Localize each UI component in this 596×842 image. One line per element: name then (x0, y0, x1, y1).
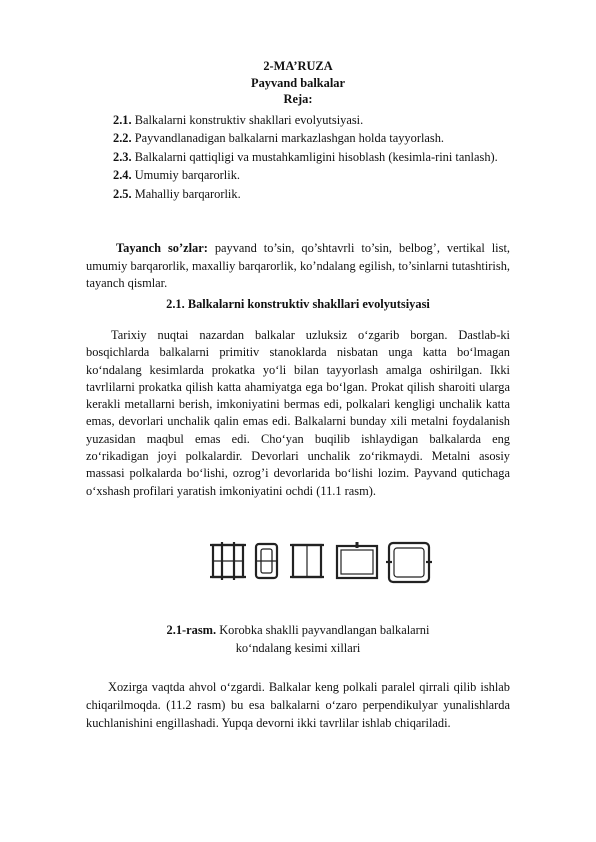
plan-item (113, 166, 498, 184)
plan-item (113, 111, 498, 129)
plan-item (113, 129, 498, 147)
box-profile-5 (386, 543, 432, 582)
caption-line-2: ko‘ndalang kesimi xillari (235, 641, 361, 655)
section-title: 2.1. Balkalarni konstruktiv shakllari evolyutsiyasi (166, 297, 430, 311)
box-section-figure (210, 540, 440, 586)
box-profile-1 (210, 542, 246, 580)
plan-item-text: Balkalarni qattiqligi va mustahkamligini hisoblash (kesimla-rini tanlash). (131, 149, 498, 164)
box-profile-2 (256, 544, 277, 578)
figure-caption (0, 621, 596, 657)
plan-item-text: Balkalarni konstruktiv shakllari evolyutsiyasi. (131, 113, 364, 127)
plan-list (113, 111, 498, 203)
plan-item (113, 148, 498, 166)
plan-item-number: 2.3. (113, 149, 132, 164)
caption-label: 2.1-rasm. (166, 623, 217, 637)
box-profile-4 (337, 542, 377, 578)
plan-item-text: Payvandlanadigan balkalarni markazlashgan holda tayyorlash. (131, 131, 445, 146)
plan-label: Reja: (283, 92, 313, 106)
lecture-number: 2-MA’RUZA (263, 59, 333, 73)
plan-item-text: Mahalliy barqarorlik. (131, 186, 241, 201)
plan-item-text: Umumiy barqarorlik. (131, 168, 240, 183)
plan-item-number: 2.4. (113, 168, 132, 183)
document-header (0, 58, 596, 108)
body-paragraph: Xozirga vaqtda ahvol o‘zgardi. Balkalar keng polkali paralel qirrali qilib ishlab chiqarilmoqda. (11.2 rasm) bu esa balkalarni o‘zaro perpendikulyar yunalishlarda kuchlanishini engillashadi. Yupqa devorni ikki tavrlilar ishlab chiqariladi. (86, 680, 510, 730)
keywords-paragraph (86, 240, 510, 293)
caption-line-1 (0, 621, 596, 639)
box-profile-3 (290, 545, 324, 577)
keywords-label: Tayanch so’zlar: (116, 241, 208, 255)
lecture-topic: Payvand balkalar (251, 75, 345, 90)
plan-item-number: 2.5. (113, 186, 132, 201)
body-paragraph: Tarixiy nuqtai nazardan balkalar uzluksiz o‘zgarib borgan. Dastlab-ki bosqichlarda balkalarni primitiv stanoklarda nisbatan unga katta bo‘lmagan ko‘ndalang kesimlarda prokatka yo‘li bilan tayyorlash amalga oshirilgan. Ikki tavrlilarni prokatka qilish katta ahamiyatga ega bo‘lgan. Prokat qilish sharoiti ularga kerakli metallarni berish, imkoniyatini bermas edi, polkalari kengligi unchalik katta emas, devorlari unchalik qalin emas edi. Balkalarni bunday xili metalni foydalanish yuzasidan maqbul emas edi. Cho‘yan buqilib ishlaydigan balkalarda eng zo‘rikadigan joyi polkalardir. Devorlari unchalik zo‘rikmaydi. Metalni asosiy massasi polkalarda bo‘lishi, ozrog’i devorlarida bo‘lishi lozim. Payvand qutichaga o‘xshash profilari yaratish imkoniyatini ochdi (11.1 rasm). (86, 328, 510, 498)
plan-item-number: 2.1. (113, 113, 132, 127)
plan-item-number: 2.2. (113, 131, 132, 146)
keywords-text: payvand to’sin, qo’shtavrli to’sin, belbog’, vertikal list, umumiy barqarorlik, maxalliy barqarorlik, ko’ndalang egilish, to’sinlarni tutashtirish, tayanch qismlar. (86, 241, 510, 290)
caption-text: Korobka shaklli payvandlangan balkalarni (216, 623, 430, 637)
plan-item (113, 185, 498, 203)
